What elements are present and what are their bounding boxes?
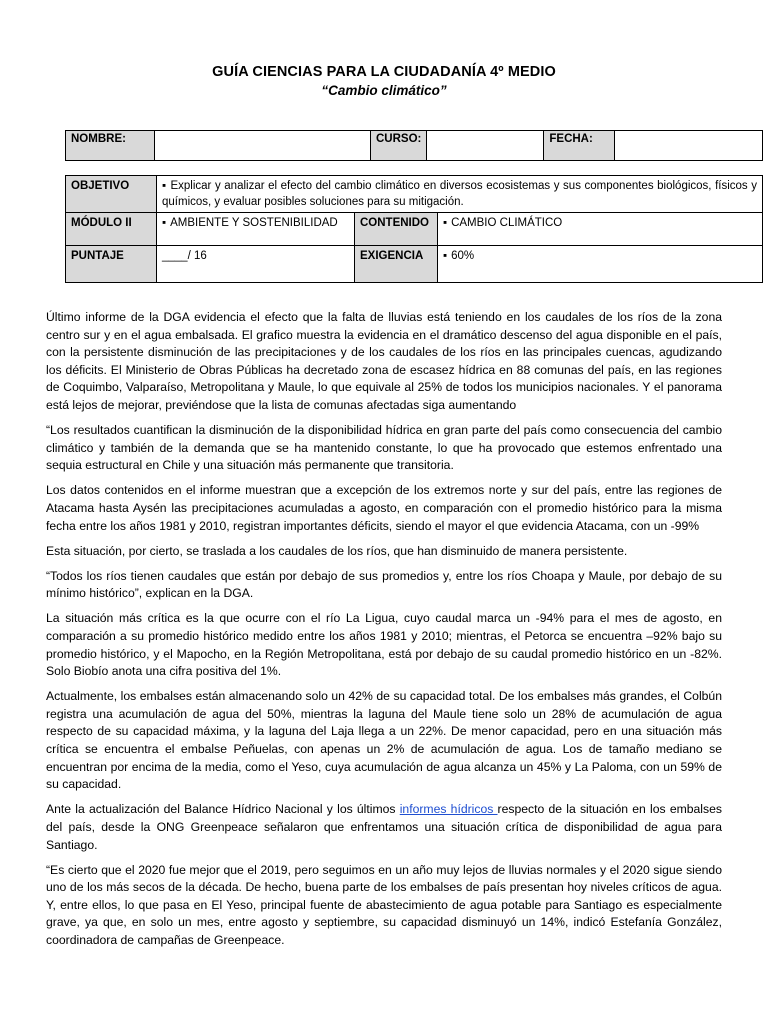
article-body <box>46 309 722 957</box>
informes-hidricos-link[interactable]: informes hídricos <box>399 802 498 817</box>
contenido-label: CONTENIDO <box>355 213 438 246</box>
paragraph-6: La situación más crítica es la que ocurre con el río La Ligua, cuyo caudal marca un -94% para el mes de agosto, en comparación a su promedio histórico medido entre los años 1981 y 2010; mientras, el Petorca se encuentra –92% bajo su promedio histórico, y el Mapocho, en la Región Metropolitana, está por debajo de su caudal promedio histórico en un -82%. Solo Biobío anota una cifra positiva del 1%. <box>46 611 722 679</box>
fecha-label: FECHA: <box>544 131 615 161</box>
paragraph-2: “Los resultados cuantifican la disminución de la disponibilidad hídrica en gran parte del país como consecuencia del cambio climático y también de la demanda que se ha mantenido constante, lo que ha provocado que estemos enfrentado una sequia estructural en Chile y una situación más permanente que transitoria. <box>46 423 722 473</box>
paragraph-1: Último informe de la DGA evidencia el efecto que la falta de lluvias está teniendo en los caudales de los ríos de la zona centro sur y en el agua embalsada. El grafico muestra la evidencia en el dramático descenso del agua disponible en el país, con la persistente disminución de las precipitaciones y de los caudales de los ríos en las principales cuencas, agudizando los déficits. El Ministerio de Obras Públicas ha decretado zona de escasez hídrica en 88 comunas del país, en las regiones de Coquimbo, Valparaíso, Metropolitana y Maule, lo que equivale al 25% de todos los municipios nacionales. Y el panorama está lejos de mejorar, previéndose que la lista de comunas afectadas siga aumentando <box>46 310 722 412</box>
paragraph-8-start: Ante la actualización del Balance Hídrico Nacional y los últimos <box>46 802 400 817</box>
contenido-value: ▪ CAMBIO CLIMÁTICO <box>443 217 562 229</box>
curso-field[interactable] <box>427 131 544 161</box>
paragraph-8 <box>46 801 722 854</box>
fecha-field[interactable] <box>615 131 763 161</box>
objetivo-label: OBJETIVO <box>66 176 157 213</box>
modulo-cell <box>157 213 355 246</box>
puntaje-value: ____/ 16 <box>157 246 355 283</box>
activity-info-table <box>65 175 763 283</box>
objetivo-text: ▪ Explicar y analizar el efecto del cambio climático en diversos ecosistemas y sus componentes biológicos, físicos y químicos, y evaluar posibles soluciones para su mitigación. <box>162 180 757 208</box>
nombre-field[interactable] <box>155 131 371 161</box>
objetivo-cell <box>157 176 763 213</box>
paragraph-7: Actualmente, los embalses están almacenando solo un 42% de su capacidad total. De los embalses más grandes, el Colbún registra una acumulación de agua del 50%, mientras la laguna del Maule tiene solo un 28% de acumulación de agua respecto de su capacidad máxima, y la laguna del Laja llega a un 22%. De menor capacidad, pero en una situación más crítica se encuentra el embalse Peñuelas, con apenas un 2% de acumulación de agua. Los de tamaño mediano se encuentran por encima de la media, como el Yeso, cuya acumulación de agua alcanza un 45% y La Paloma, con un 59% de su capacidad. <box>46 689 722 792</box>
exigencia-value: ▪ 60% <box>443 250 474 262</box>
modulo-value: ▪ AMBIENTE Y SOSTENIBILIDAD <box>162 217 338 229</box>
page-title: GUÍA CIENCIAS PARA LA CIUDADANÍA 4º MEDIO <box>212 64 556 80</box>
curso-label: CURSO: <box>371 131 427 161</box>
page-subtitle: “Cambio climático” <box>321 83 447 98</box>
contenido-cell <box>438 213 763 246</box>
student-info-table <box>65 130 763 161</box>
paragraph-8-end: respecto de la situación en los embalses del país, desde la ONG Greenpeace señalaron que enfrentamos una situación crítica de disponibilidad de agua para Santiago. <box>46 802 722 852</box>
exigencia-cell <box>438 246 763 283</box>
paragraph-4: Esta situación, por cierto, se traslada a los caudales de los ríos, que han disminuido de manera persistente. <box>46 543 628 558</box>
paragraph-3: Los datos contenidos en el informe muestran que a excepción de los extremos norte y sur del país, entre las regiones de Atacama hasta Aysén las precipitaciones acumuladas a agosto, en comparación con el promedio histórico para la misma fecha entre los años 1981 y 2010, registran importantes déficits, siendo el mayor el que evidencia Atacama, con un -99% <box>46 483 722 533</box>
puntaje-label: PUNTAJE <box>66 246 157 283</box>
nombre-label: NOMBRE: <box>66 131 155 161</box>
paragraph-9: “Es cierto que el 2020 fue mejor que el 2019, pero seguimos en un año muy lejos de lluvias normales y el 2020 sigue siendo uno de los más secos de la década. De hecho, buena parte de los embalses de país presentan hoy niveles críticos de agua. Y, entre ellos, lo que pasa en El Yeso, principal fuente de abastecimiento de agua potable para Santiago es especialmente grave, ya que, en solo un mes, entre agosto y septiembre, su capacidad disminuyó un 14%, indicó Estefanía González, coordinadora de campañas de Greenpeace. <box>46 862 722 947</box>
exigencia-label: EXIGENCIA <box>355 246 438 283</box>
paragraph-5: “Todos los ríos tienen caudales que están por debajo de sus promedios y, entre los ríos Choapa y Maule, por debajo de su mínimo histórico”, explican en la DGA. <box>46 568 722 601</box>
modulo-label: MÓDULO II <box>66 213 157 246</box>
